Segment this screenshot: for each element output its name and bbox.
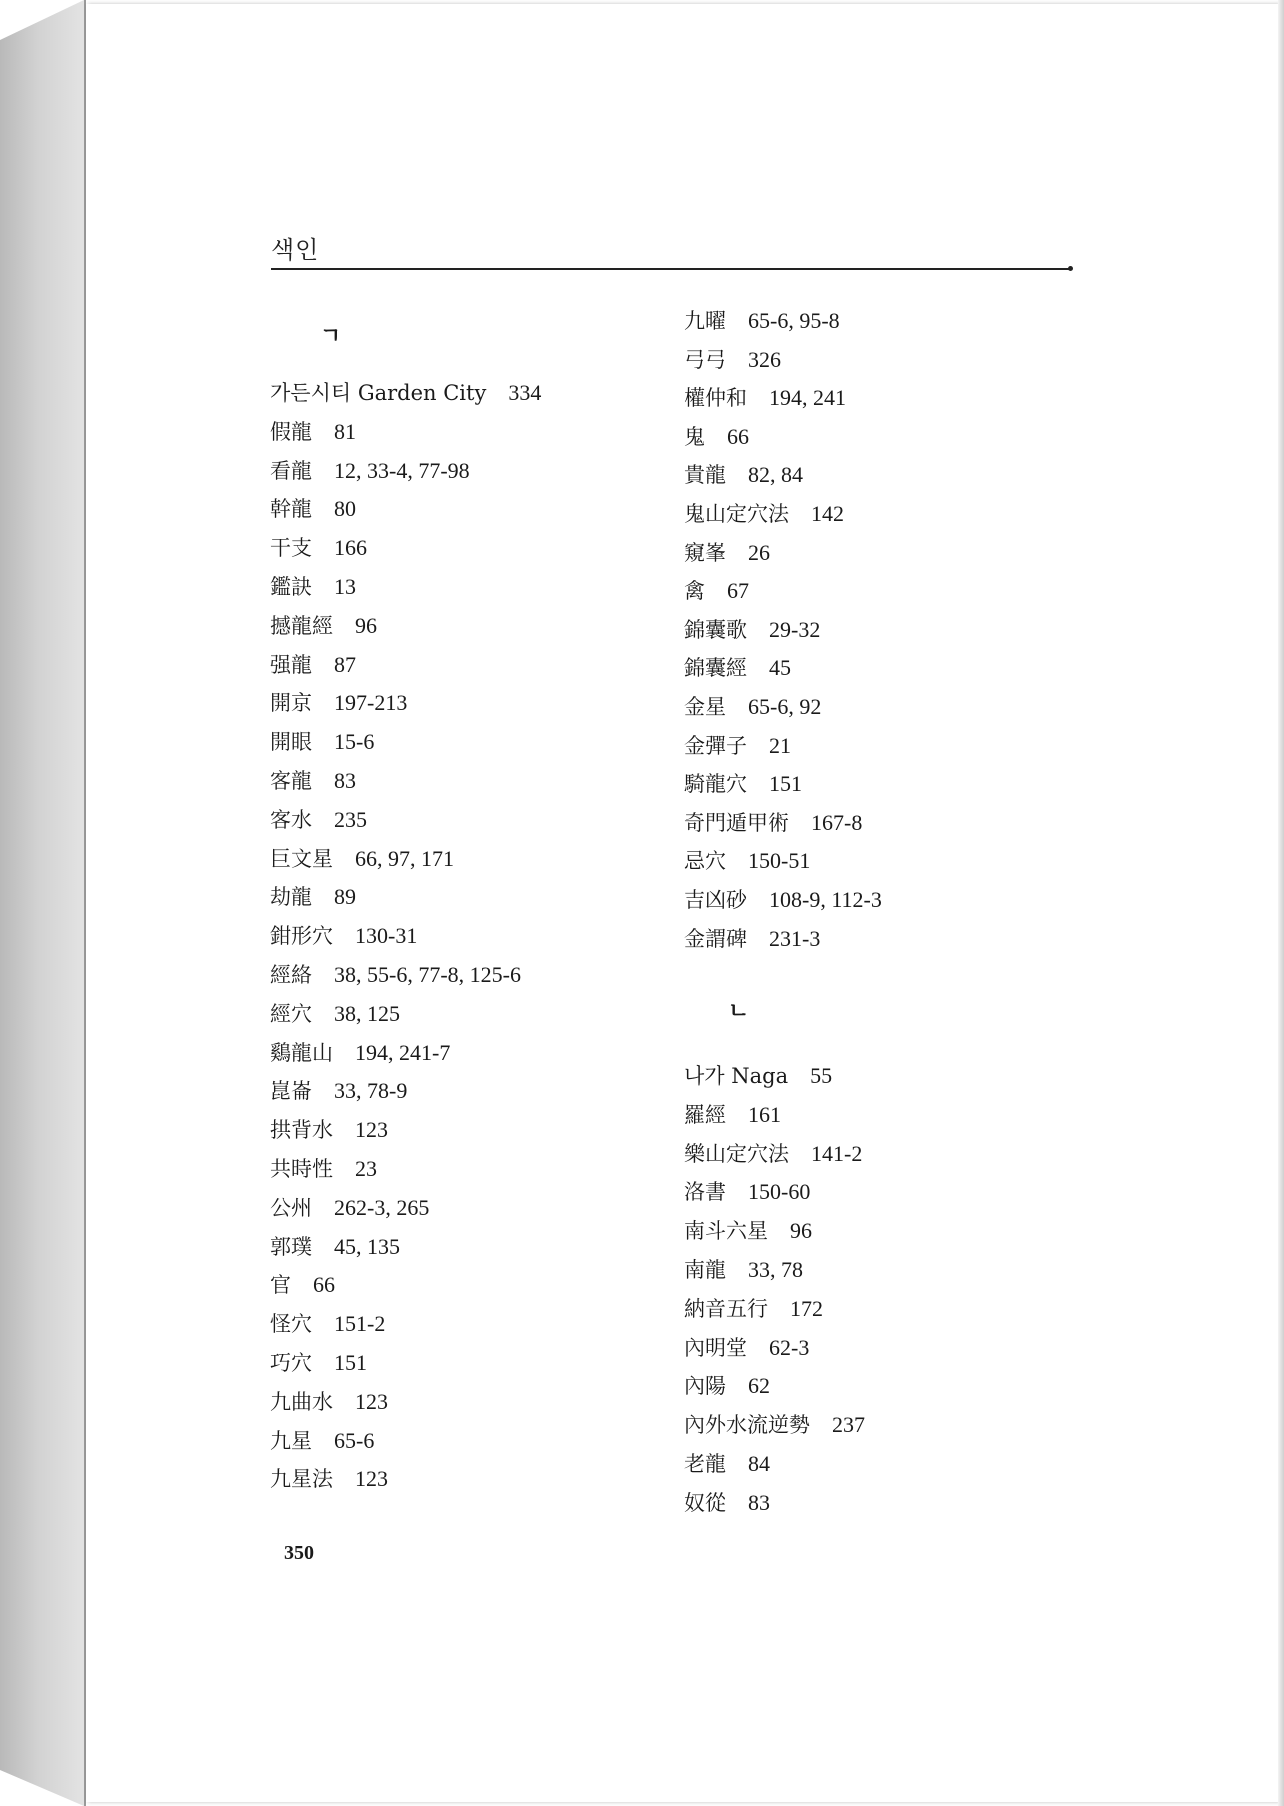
index-entry — [270, 1313, 385, 1335]
index-entry — [270, 806, 367, 832]
index-entry — [270, 1119, 388, 1141]
index-pages: 326 — [748, 346, 781, 372]
index-pages: 123 — [355, 1117, 388, 1143]
index-entry — [684, 696, 821, 718]
index-term: 內明堂 — [684, 1335, 747, 1360]
index-entry — [684, 657, 791, 679]
index-entry — [684, 1259, 803, 1281]
index-entry — [270, 1468, 388, 1490]
index-pages: 82, 84 — [748, 462, 803, 488]
index-term: 客龍 — [270, 769, 312, 793]
index-term: 奇門遁甲術 — [684, 810, 789, 835]
index-entry — [684, 387, 846, 409]
index-term: 干支 — [270, 536, 312, 561]
index-entry — [270, 925, 417, 947]
index-term: 九星法 — [270, 1467, 333, 1492]
index-pages: 83 — [334, 768, 356, 793]
index-entry — [270, 731, 374, 753]
header-rule — [271, 268, 1071, 270]
index-pages: 151 — [769, 771, 802, 797]
index-pages: 80 — [334, 496, 356, 522]
index-term: 九星 — [270, 1428, 312, 1453]
index-pages: 67 — [727, 578, 749, 604]
index-term: 窺峯 — [684, 540, 726, 565]
index-term: 假龍 — [270, 419, 312, 444]
index-pages: 150-60 — [748, 1179, 811, 1205]
index-term: 樂山定穴法 — [684, 1141, 789, 1166]
index-entry — [684, 809, 863, 835]
index-pages: 167-8 — [811, 809, 863, 835]
index-term: 貴龍 — [684, 463, 726, 488]
book-page — [86, 4, 1278, 1802]
index-entry — [270, 576, 356, 598]
index-entry — [684, 580, 749, 602]
index-entry — [684, 346, 781, 372]
index-entry — [270, 1080, 407, 1102]
index-entry — [270, 692, 407, 714]
index-term: 鉗形穴 — [270, 924, 333, 949]
index-pages: 334 — [508, 380, 542, 405]
index-term: 巧穴 — [270, 1351, 312, 1375]
index-entry — [684, 1334, 810, 1360]
page-title: 색인 — [271, 236, 320, 264]
index-pages: 172 — [790, 1295, 823, 1321]
index-entry — [270, 845, 454, 871]
index-pages: 66 — [313, 1272, 335, 1298]
index-entry — [684, 773, 802, 795]
index-term: 劫龍 — [270, 885, 312, 910]
index-pages: 12, 33-4, 77-98 — [334, 457, 470, 483]
index-entry — [684, 310, 840, 332]
index-entry — [684, 1220, 812, 1242]
index-term: 鬼山定穴法 — [684, 502, 789, 526]
index-pages: 33, 78-9 — [334, 1078, 408, 1104]
index-pages: 62 — [748, 1373, 770, 1399]
index-term: 拱背水 — [270, 1118, 333, 1143]
index-pages: 65-6 — [334, 1427, 375, 1453]
index-term: 納音五行 — [684, 1296, 768, 1321]
index-term: 怪穴 — [270, 1312, 312, 1337]
index-pages: 45 — [769, 655, 791, 681]
page-edge — [1278, 0, 1284, 1806]
index-term: 鬼 — [684, 424, 705, 449]
index-pages: 23 — [355, 1156, 377, 1181]
index-pages: 151 — [334, 1350, 367, 1375]
section-letter: ㄱ — [320, 324, 342, 349]
index-pages: 15-6 — [334, 729, 375, 755]
index-term: 官 — [270, 1273, 291, 1298]
index-entry — [684, 925, 821, 951]
index-entry — [270, 1233, 400, 1259]
index-entry — [684, 1375, 770, 1397]
index-pages: 197-213 — [334, 690, 408, 716]
index-pages: 141-2 — [811, 1140, 863, 1166]
book-spine — [0, 0, 84, 1806]
index-entry — [270, 1388, 388, 1414]
index-term: 開眼 — [270, 730, 312, 755]
index-pages: 161 — [748, 1101, 781, 1127]
index-entry — [684, 1140, 863, 1166]
index-pages: 237 — [832, 1412, 865, 1438]
index-entry — [270, 1000, 400, 1026]
index-term: 가든시티 Garden City — [270, 381, 487, 405]
index-pages: 66, 97, 171 — [355, 845, 454, 871]
index-entry — [270, 964, 521, 986]
index-term: 吉凶砂 — [684, 888, 747, 912]
index-pages: 84 — [748, 1451, 770, 1476]
index-pages: 194, 241-7 — [355, 1039, 451, 1065]
index-term: 鷄龍山 — [270, 1040, 333, 1065]
index-entry — [270, 1427, 375, 1453]
index-term: 內外水流逆勢 — [684, 1413, 810, 1438]
index-pages: 96 — [355, 612, 377, 638]
index-entry — [684, 889, 882, 911]
index-entry — [684, 1101, 781, 1127]
index-pages: 89 — [334, 884, 356, 910]
index-pages: 194, 241 — [769, 385, 846, 411]
page-number: 350 — [284, 1542, 314, 1564]
index-term: 巨文星 — [270, 846, 333, 871]
index-pages: 45, 135 — [334, 1233, 400, 1259]
index-term: 金星 — [684, 695, 726, 719]
index-term: 客水 — [270, 807, 312, 832]
index-entry — [684, 1414, 865, 1436]
index-term: 內陽 — [684, 1374, 726, 1399]
index-term: 開京 — [270, 691, 312, 716]
index-entry — [270, 1194, 430, 1220]
index-pages: 231-3 — [769, 925, 821, 951]
index-term: 老龍 — [684, 1452, 726, 1476]
index-term: 九曲水 — [270, 1389, 333, 1414]
index-pages: 235 — [334, 806, 367, 832]
index-entry — [684, 1489, 770, 1515]
index-term: 禽 — [684, 579, 705, 604]
index-pages: 83 — [748, 1489, 770, 1515]
index-term: 金彈子 — [684, 733, 747, 758]
index-term: 騎龍穴 — [684, 772, 747, 797]
index-entry — [270, 457, 470, 483]
index-term: 錦囊經 — [684, 656, 747, 681]
index-pages: 33, 78 — [748, 1257, 803, 1282]
index-pages: 87 — [334, 651, 356, 677]
index-pages: 81 — [334, 418, 356, 444]
index-entry — [684, 1065, 832, 1087]
index-pages: 142 — [811, 501, 844, 526]
index-entry — [270, 498, 356, 520]
index-entry — [684, 464, 803, 486]
index-entry — [684, 1181, 810, 1203]
index-pages: 123 — [355, 1466, 388, 1492]
index-term: 忌穴 — [684, 849, 726, 874]
index-pages: 38, 125 — [334, 1000, 400, 1026]
index-entry — [270, 886, 356, 908]
index-pages: 65-6, 95-8 — [748, 308, 840, 333]
index-pages: 166 — [334, 535, 367, 561]
index-term: 나가 Naga — [684, 1064, 789, 1088]
index-term: 鑑訣 — [270, 575, 312, 599]
index-entry — [684, 1295, 823, 1321]
index-term: 弓弓 — [684, 347, 726, 372]
index-pages: 62-3 — [769, 1334, 810, 1360]
index-pages: 21 — [769, 732, 791, 758]
index-entry — [684, 732, 791, 758]
index-term: 崑崙 — [270, 1079, 312, 1104]
index-term: 郭璞 — [270, 1234, 312, 1259]
index-term: 公州 — [270, 1195, 312, 1220]
index-entry — [270, 1274, 335, 1296]
index-term: 看龍 — [270, 458, 312, 483]
index-entry — [270, 1158, 377, 1180]
index-entry — [684, 423, 749, 449]
index-pages: 29-32 — [769, 616, 821, 642]
index-term: 撼龍經 — [270, 613, 333, 638]
index-entry — [684, 850, 810, 872]
index-entry — [270, 537, 367, 559]
index-pages: 123 — [355, 1388, 388, 1414]
index-term: 奴從 — [684, 1490, 726, 1515]
index-pages: 108-9, 112-3 — [769, 887, 882, 912]
index-entry — [684, 539, 770, 565]
index-term: 權仲和 — [684, 386, 747, 411]
index-term: 金謂碑 — [684, 926, 747, 951]
index-term: 南龍 — [684, 1258, 726, 1282]
index-pages: 13 — [334, 574, 356, 599]
index-entry — [684, 503, 844, 525]
index-entry — [684, 616, 821, 642]
index-term: 共時性 — [270, 1157, 333, 1181]
index-term: 羅經 — [684, 1102, 726, 1127]
index-pages: 55 — [810, 1063, 833, 1088]
index-entry — [270, 1352, 367, 1374]
index-entry — [684, 1453, 770, 1475]
index-term: 經穴 — [270, 1001, 312, 1026]
index-entry — [270, 382, 541, 404]
index-entry — [270, 1039, 451, 1065]
index-term: 洛書 — [684, 1180, 726, 1205]
index-pages: 262-3, 265 — [334, 1194, 430, 1220]
index-term: 錦囊歌 — [684, 617, 747, 642]
index-entry — [270, 612, 377, 638]
index-term: 幹龍 — [270, 497, 312, 522]
index-term: 九曜 — [684, 309, 726, 333]
index-term: 南斗六星 — [684, 1219, 768, 1244]
index-entry — [270, 770, 356, 792]
index-pages: 26 — [748, 539, 770, 565]
index-pages: 150-51 — [748, 848, 811, 874]
index-entry — [270, 651, 356, 677]
index-pages: 130-31 — [355, 923, 418, 949]
index-pages: 66 — [727, 423, 749, 449]
index-pages: 38, 55-6, 77-8, 125-6 — [334, 962, 521, 987]
section-letter: ㄴ — [728, 999, 750, 1024]
index-term: 經絡 — [270, 963, 312, 987]
index-pages: 96 — [790, 1218, 812, 1244]
index-entry — [270, 418, 356, 444]
index-term: 强龍 — [270, 652, 312, 677]
index-pages: 65-6, 92 — [748, 694, 822, 719]
index-pages: 151-2 — [334, 1311, 386, 1337]
